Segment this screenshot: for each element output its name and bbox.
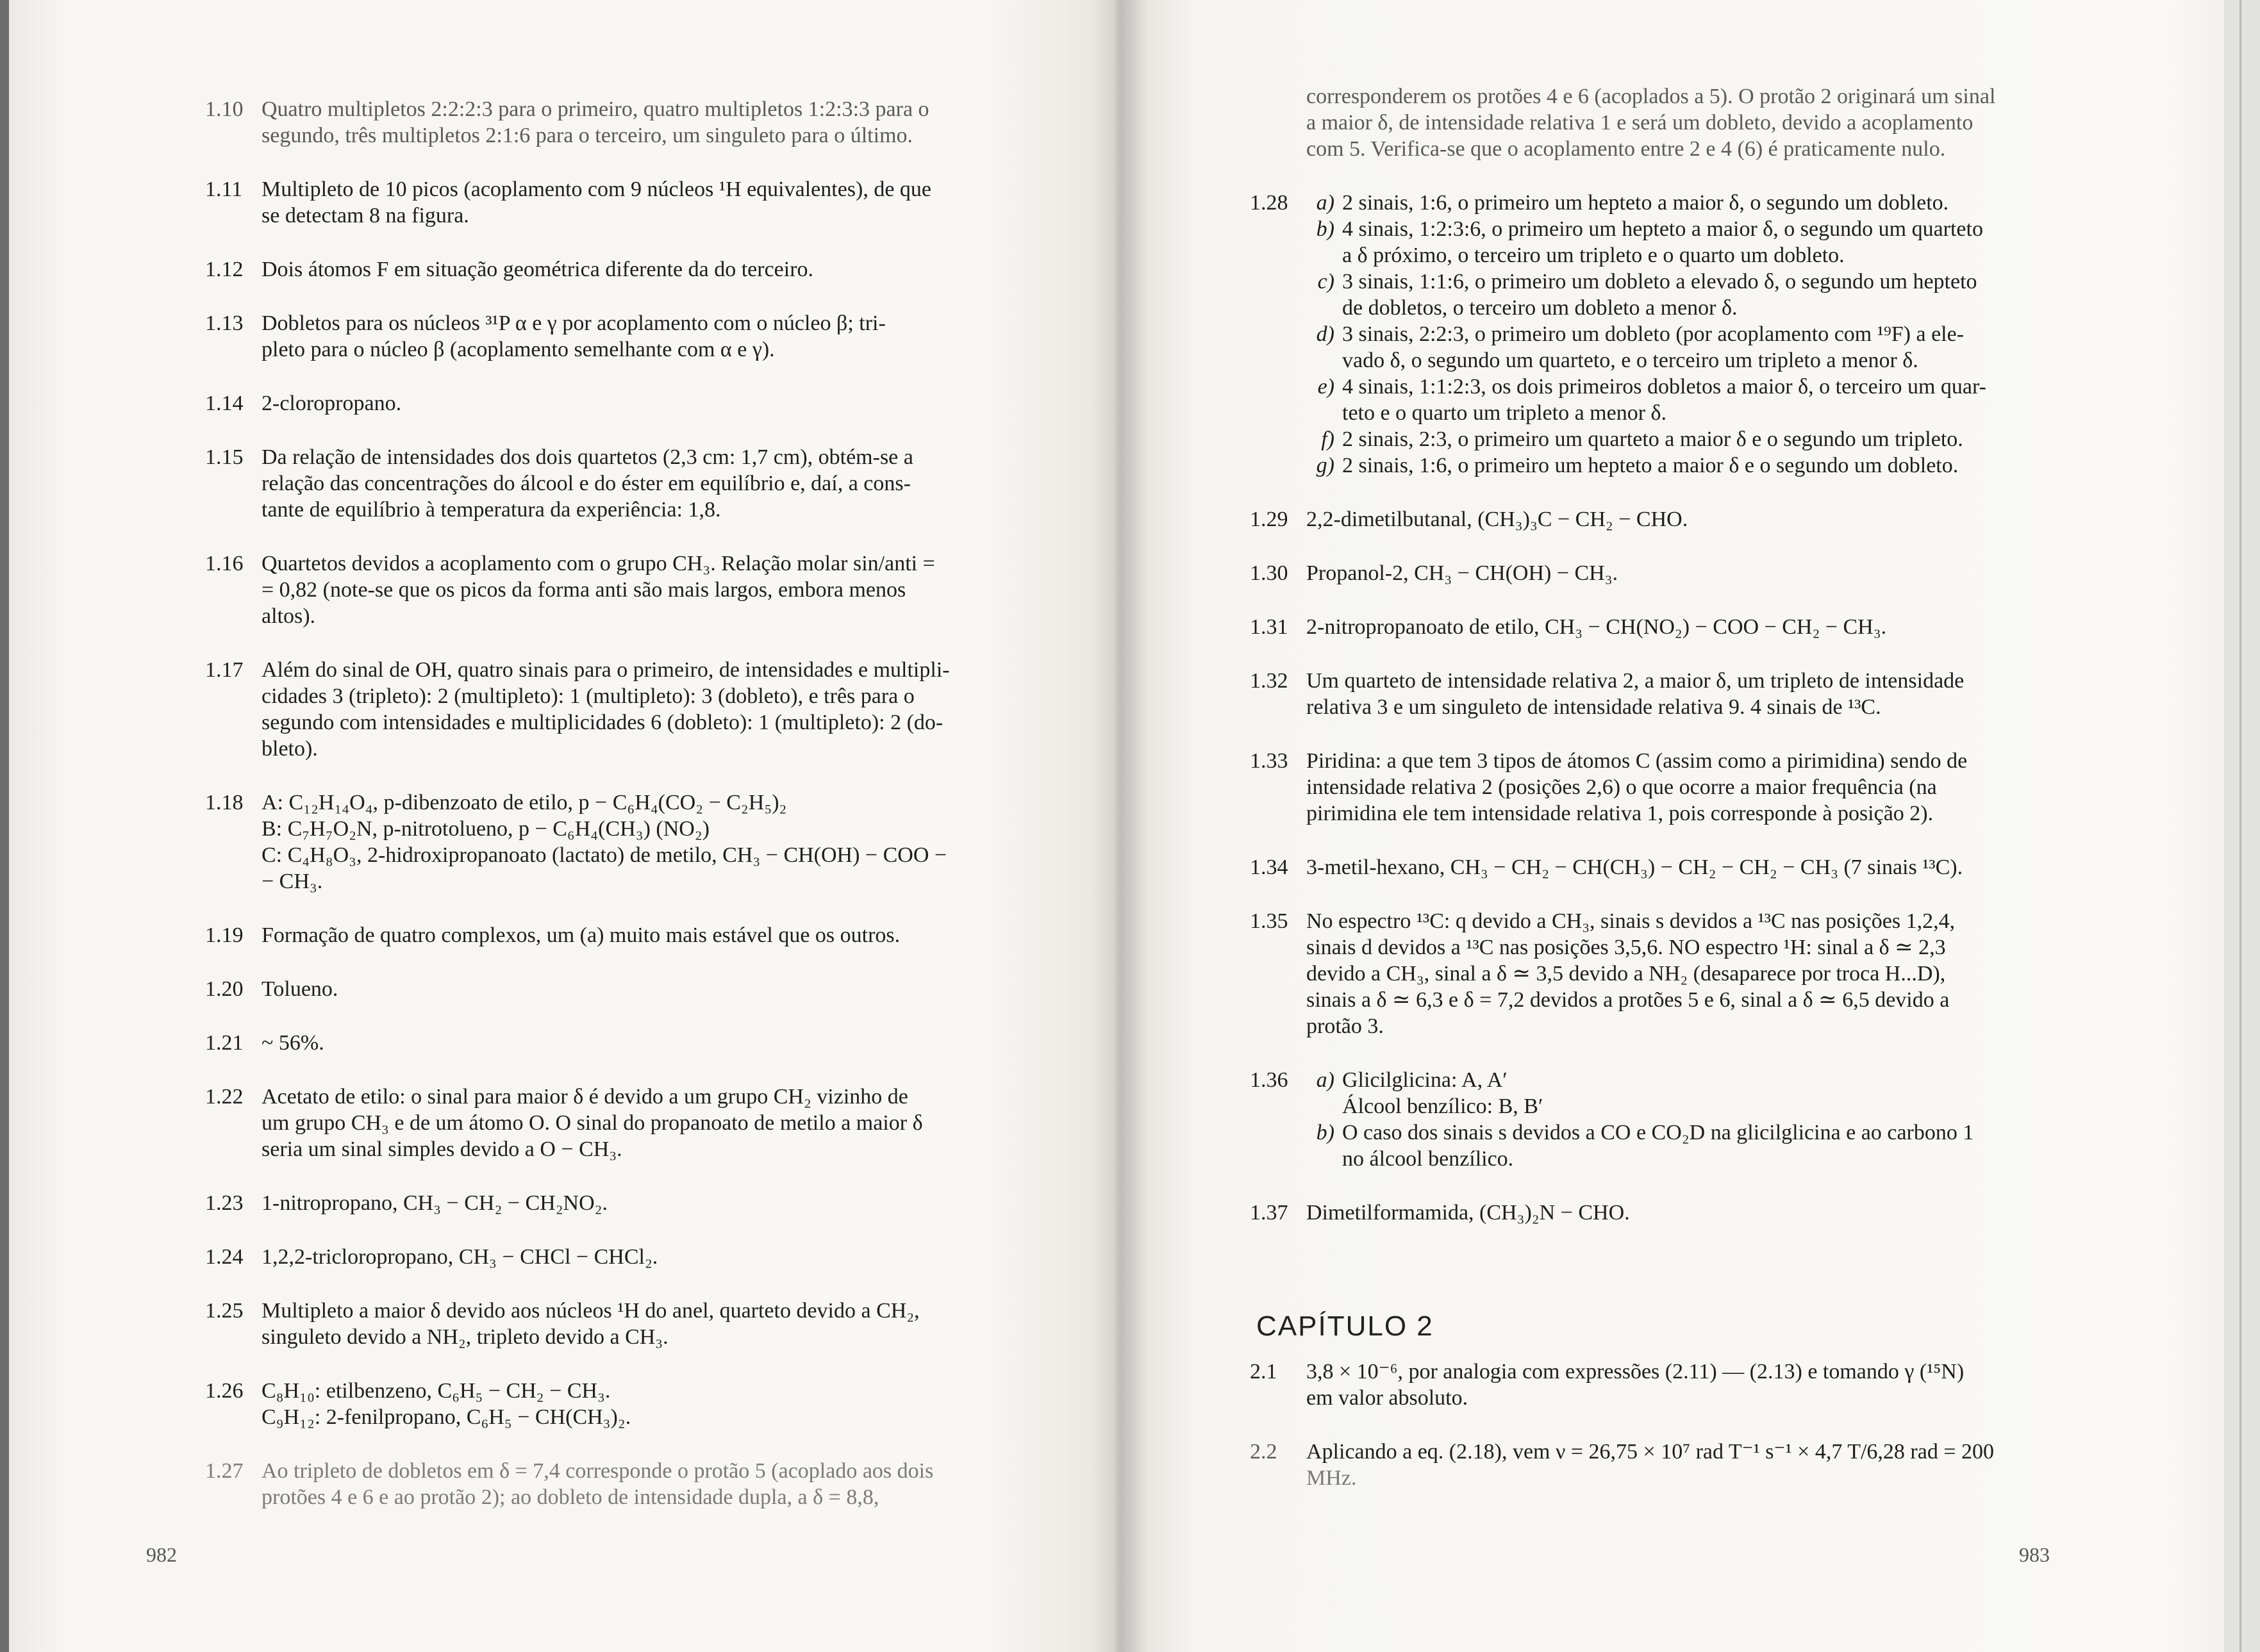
- entry-text: [1306, 854, 2070, 880]
- sub-item: [1306, 216, 2070, 268]
- answer-entry: [205, 1030, 1026, 1056]
- answer-entry: [205, 1378, 1026, 1430]
- entry-text: [1306, 1200, 2070, 1226]
- entry-number: 1.10: [205, 97, 244, 121]
- text-line: a maior δ, de intensidade relativa 1 e será um dobleto, devido a acoplamento: [1306, 111, 1973, 135]
- entry-number: 1.32: [1250, 669, 1288, 693]
- text-line: No espectro ¹³C: q devido a CH₃, sinais s devidos a ¹³C nas posições 1,2,4,: [1306, 909, 1956, 933]
- text-line: Um quarteto de intensidade relativa 2, a maior δ, um tripleto de intensidade: [1306, 669, 1965, 693]
- text-line: Quartetos devidos a acoplamento com o grupo CH₃. Relação molar sin/anti =: [262, 552, 935, 575]
- text-line: C: C₄H₈O₃, 2-hidroxipropanoato (lactato) de metilo, CH₃ − CH(OH) − COO −: [262, 843, 947, 867]
- sub-text: [1342, 268, 2070, 321]
- text-line: Da relação de intensidades dos dois quartetos (2,3 cm: 1,7 cm), obtém-se a: [262, 445, 913, 469]
- answer-entry: [205, 976, 1026, 1002]
- answer-entry: [205, 550, 1026, 629]
- text-line: 3,8 × 10⁻⁶, por analogia com expressões (2.11) — (2.13) e tomando γ (¹⁵N): [1306, 1360, 1965, 1384]
- text-line: no álcool benzílico.: [1342, 1147, 1514, 1171]
- answer-entry: [1250, 1439, 2070, 1491]
- text-line: sinais a δ ≃ 6,3 e δ = 7,2 devidos a protões 5 e 6, sinal a δ ≃ 6,5 devido a: [1306, 988, 1950, 1012]
- answer-entry: [205, 789, 1026, 895]
- entry-text: [1306, 748, 2070, 827]
- entry-number: 1.14: [205, 392, 244, 415]
- sub-text: [1342, 216, 2070, 268]
- entry-text: [262, 310, 1026, 363]
- entry-subitems: [1306, 190, 2070, 479]
- chapter-heading: CAPÍTULO 2: [1256, 1310, 1434, 1342]
- entry-number: 1.29: [1250, 508, 1288, 531]
- answer-entry: [205, 1244, 1026, 1270]
- text-line: − CH₃.: [262, 870, 323, 893]
- entry-number: 1.12: [205, 258, 244, 281]
- text-line: devido a CH₃, sinal a δ ≃ 3,5 devido a NH₂ (desaparece por troca H...D),: [1306, 962, 1946, 986]
- entry-text: [262, 1378, 1026, 1430]
- answer-entry: [205, 390, 1026, 417]
- entry-text: [262, 1084, 1026, 1162]
- sub-label: b): [1316, 1121, 1334, 1144]
- text-line: se detectam 8 na figura.: [262, 204, 469, 227]
- text-line: Multipleto de 10 picos (acoplamento com 9 núcleos ¹H equivalentes), de que: [262, 178, 932, 201]
- entry-text: [262, 1298, 1026, 1350]
- scan-edge-line: [2239, 0, 2241, 1652]
- entry-text: [262, 444, 1026, 523]
- sub-text: [1342, 452, 2070, 479]
- answer-entry: [1250, 1200, 2070, 1226]
- answer-entry: [1250, 1067, 2070, 1172]
- text-line: Propanol-2, CH₃ − CH(OH) − CH₃.: [1306, 561, 1618, 585]
- entry-number: 1.35: [1250, 909, 1288, 933]
- entry-text: [1306, 506, 2070, 533]
- text-line: bleto).: [262, 737, 318, 761]
- text-line: 3-metil-hexano, CH₃ − CH₂ − CH(CH₃) − CH₂ − CH₂ − CH₃ (7 sinais ¹³C).: [1306, 855, 1963, 879]
- entry-text: [1306, 1359, 2070, 1411]
- entry-number: 2.2: [1250, 1440, 1277, 1464]
- text-line: 3 sinais, 1:1:6, o primeiro um dobleto a elevado δ, o segundo um hepteto: [1342, 270, 1977, 293]
- text-line: 1,2,2-tricloropropano, CH₃ − CHCl − CHCl₂.: [262, 1245, 658, 1269]
- text-line: segundo com intensidades e multiplicidades 6 (dobleto): 1 (multipleto): 2 (do-: [262, 711, 943, 734]
- text-line: 2 sinais, 1:6, o primeiro um hepteto a maior δ, o segundo um dobleto.: [1342, 191, 1949, 215]
- text-line: 4 sinais, 1:1:2:3, os dois primeiros dobletos a maior δ, o terceiro um quar-: [1342, 375, 1986, 399]
- text-line: A: C₁₂H₁₄O₄, p-dibenzoato de etilo, p − C₆H₄(CO₂ − C₂H₅)₂: [262, 791, 787, 814]
- entry-text: [262, 1190, 1026, 1216]
- text-line: tante de equilíbrio à temperatura da experiência: 1,8.: [262, 498, 721, 522]
- entry-text: [262, 1458, 1026, 1510]
- text-line: 2,2-dimetilbutanal, (CH₃)₃C − CH₂ − CHO.: [1306, 508, 1688, 531]
- sub-label: f): [1321, 427, 1334, 451]
- text-line: de dobletos, o terceiro um dobleto a menor δ.: [1342, 296, 1738, 320]
- text-line: 2-cloropropano.: [262, 392, 402, 415]
- entry-subitems: [1306, 1067, 2070, 1172]
- sub-label: a): [1316, 1068, 1334, 1092]
- sub-label: d): [1316, 322, 1334, 346]
- page-number-right: 983: [2019, 1543, 2050, 1566]
- text-line: Álcool benzílico: B, B′: [1342, 1094, 1543, 1118]
- sub-text: [1342, 321, 2070, 374]
- answer-entry: [205, 1458, 1026, 1510]
- sub-item: [1306, 426, 2070, 452]
- answer-entry: [1250, 1359, 2070, 1411]
- answer-entry: [205, 176, 1026, 229]
- entry-number: 1.15: [205, 445, 244, 469]
- entry-number: 1.25: [205, 1299, 244, 1323]
- sub-item: [1306, 452, 2070, 479]
- answer-entry: [1250, 614, 2070, 640]
- text-line: protão 3.: [1306, 1014, 1384, 1038]
- chapter-2-answers: [1250, 1359, 2070, 1519]
- text-line: intensidade relativa 2 (posições 2,6) o que ocorre a maior frequência (na: [1306, 775, 1937, 799]
- entry-text: [1306, 614, 2070, 640]
- answer-entry: [205, 922, 1026, 948]
- text-line: 3 sinais, 2:2:3, o primeiro um dobleto (por acoplamento com ¹⁹F) a ele-: [1342, 322, 1965, 346]
- text-line: vado δ, o segundo um quarteto, e o terceiro um tripleto a menor δ.: [1342, 349, 1918, 372]
- text-line: ~ 56%.: [262, 1031, 324, 1055]
- text-line: C₉H₁₂: 2-fenilpropano, C₆H₅ − CH(CH₃)₂.: [262, 1405, 631, 1429]
- entry-text: [262, 657, 1026, 762]
- entry-number: 1.26: [205, 1379, 244, 1403]
- answer-entry: [1250, 190, 2070, 479]
- text-line: 2 sinais, 2:3, o primeiro um quarteto a maior δ e o segundo um tripleto.: [1342, 427, 1963, 451]
- sub-text: [1342, 190, 2070, 216]
- sub-text: [1342, 1067, 2070, 1119]
- text-line: Dobletos para os núcleos ³¹P α e γ por acoplamento com o núcleo β; tri-: [262, 311, 886, 335]
- text-line: Aplicando a eq. (2.18), vem ν = 26,75 × 10⁷ rad T⁻¹ s⁻¹ × 4,7 T/6,28 rad = 200: [1306, 1440, 1995, 1464]
- text-line: Quatro multipletos 2:2:2:3 para o primeiro, quatro multipletos 1:2:3:3 para o: [262, 97, 929, 121]
- entry-text: [262, 256, 1026, 283]
- text-line: Dois átomos F em situação geométrica diferente da do terceiro.: [262, 258, 814, 281]
- text-line: seria um sinal simples devido a O − CH₃.: [262, 1137, 622, 1161]
- scan-edge-left: [0, 0, 9, 1652]
- text-line: cidades 3 (tripleto): 2 (multipleto): 1 (multipleto): 3 (dobleto), e três para o: [262, 684, 915, 708]
- text-line: Tolueno.: [262, 977, 338, 1001]
- text-line: segundo, três multipletos 2:1:6 para o terceiro, um singuleto para o último.: [262, 124, 913, 147]
- sub-label: c): [1317, 270, 1334, 293]
- text-line: O caso dos sinais s devidos a CO e CO₂D na glicilglicina e ao carbono 1: [1342, 1121, 1974, 1144]
- entry-text: [262, 550, 1026, 629]
- continuation-paragraph: [1250, 83, 2070, 162]
- entry-number: 1.28: [1250, 191, 1288, 215]
- sub-label: a): [1316, 191, 1334, 215]
- entry-text: [262, 390, 1026, 417]
- entry-number-spacer: [1250, 83, 1306, 162]
- sub-text: [1342, 374, 2070, 426]
- sub-label: g): [1316, 454, 1334, 477]
- text-line: pirimidina ele tem intensidade relativa 1, pois corresponde à posição 2).: [1306, 802, 1934, 825]
- entry-number: 1.33: [1250, 749, 1288, 773]
- entry-text: [262, 1244, 1026, 1270]
- text-line: Ao tripleto de dobletos em δ = 7,4 corresponde o protão 5 (acoplado aos dois: [262, 1459, 934, 1483]
- answer-entry: [205, 96, 1026, 149]
- sub-item: [1306, 1119, 2070, 1172]
- entry-number: 1.16: [205, 552, 244, 575]
- text-line: um grupo CH₃ e de um átomo O. O sinal do propanoato de metilo a maior δ: [262, 1111, 923, 1135]
- entry-number: 1.27: [205, 1459, 244, 1483]
- text-line: Formação de quatro complexos, um (a) muito mais estável que os outros.: [262, 923, 901, 947]
- answer-entry: [1250, 560, 2070, 586]
- entry-number: 1.36: [1250, 1068, 1288, 1092]
- entry-text: [262, 976, 1026, 1002]
- text-line: teto e o quarto um tripleto a menor δ.: [1342, 401, 1667, 425]
- entry-text: [1306, 908, 2070, 1039]
- answer-entry: [205, 310, 1026, 363]
- entry-text: [262, 176, 1026, 229]
- answer-entry: [205, 657, 1026, 762]
- entry-text: [1306, 560, 2070, 586]
- entry-number: 1.31: [1250, 615, 1288, 639]
- sub-text: [1342, 426, 2070, 452]
- entry-number: 1.37: [1250, 1201, 1288, 1225]
- text-line: com 5. Verifica-se que o acoplamento entre 2 e 4 (6) é praticamente nulo.: [1306, 137, 1946, 161]
- entry-number: 1.21: [205, 1031, 244, 1055]
- text-line: MHz.: [1306, 1466, 1357, 1490]
- sub-item: [1306, 321, 2070, 374]
- sub-text: [1342, 1119, 2070, 1172]
- entry-text: [262, 922, 1026, 948]
- answer-entry: [205, 256, 1026, 283]
- text-line: relativa 3 e um singuleto de intensidade relativa 9. 4 sinais de ¹³C.: [1306, 695, 1881, 719]
- answer-entry: [205, 1084, 1026, 1162]
- text-line: altos).: [262, 604, 316, 628]
- entry-text: [262, 789, 1026, 895]
- sub-item: [1306, 1067, 2070, 1119]
- answer-entry: [205, 1298, 1026, 1350]
- entry-number: 1.22: [205, 1085, 244, 1109]
- entry-text: [1306, 1439, 2070, 1491]
- text-line: 2-nitropropanoato de etilo, CH₃ − CH(NO₂) − COO − CH₂ − CH₃.: [1306, 615, 1887, 639]
- entry-number: 1.24: [205, 1245, 244, 1269]
- text-line: relação das concentrações do álcool e do éster em equilíbrio e, daí, a cons-: [262, 472, 911, 495]
- entry-number: 1.18: [205, 791, 244, 814]
- text-line: Glicilglicina: A, A′: [1342, 1068, 1508, 1092]
- answer-entry: [1250, 748, 2070, 827]
- text-line: em valor absoluto.: [1306, 1386, 1468, 1410]
- entry-text: [1306, 83, 2070, 162]
- entry-number: 1.17: [205, 658, 244, 682]
- text-line: = 0,82 (note-se que os picos da forma anti são mais largos, embora menos: [262, 578, 906, 602]
- answer-entry: [1250, 908, 2070, 1039]
- text-line: Além do sinal de OH, quatro sinais para o primeiro, de intensidades e multipli-: [262, 658, 950, 682]
- entry-number: 1.34: [1250, 855, 1288, 879]
- text-line: C₈H₁₀: etilbenzeno, C₆H₅ − CH₂ − CH₃.: [262, 1379, 611, 1403]
- answer-entry: [1250, 854, 2070, 880]
- entry-number: 1.19: [205, 923, 244, 947]
- entry-number: 1.11: [205, 178, 243, 201]
- left-answers-column: [205, 96, 1026, 1538]
- text-line: a δ próximo, o terceiro um tripleto e o quarto um dobleto.: [1342, 244, 1845, 267]
- text-line: Acetato de etilo: o sinal para maior δ é devido a um grupo CH₂ vizinho de: [262, 1085, 908, 1109]
- answer-entry: [205, 1190, 1026, 1216]
- text-line: B: C₇H₇O₂N, p-nitrotolueno, p − C₆H₄(CH₃) (NO₂): [262, 817, 710, 841]
- entry-number: 2.1: [1250, 1360, 1277, 1384]
- entry-number: 1.23: [205, 1191, 244, 1215]
- entry-text: [262, 1030, 1026, 1056]
- sub-label: e): [1317, 375, 1334, 399]
- text-line: protões 4 e 6 e ao protão 2); ao dobleto de intensidade dupla, a δ = 8,8,: [262, 1485, 879, 1509]
- answer-entry: [1250, 668, 2070, 720]
- sub-label: b): [1316, 217, 1334, 241]
- entry-number: 1.13: [205, 311, 244, 335]
- text-line: pleto para o núcleo β (acoplamento semelhante com α e γ).: [262, 338, 775, 361]
- entry-text: [1306, 668, 2070, 720]
- text-line: singuleto devido a NH₂, tripleto devido a CH₃.: [262, 1325, 669, 1349]
- scan-edge-right: [2224, 0, 2260, 1652]
- text-line: 1-nitropropano, CH₃ − CH₂ − CH₂NO₂.: [262, 1191, 608, 1215]
- text-line: Multipleto a maior δ devido aos núcleos ¹H do anel, quarteto devido a CH₂,: [262, 1299, 920, 1323]
- text-line: sinais d devidos a ¹³C nas posições 3,5,6. NO espectro ¹H: sinal a δ ≃ 2,3: [1306, 936, 1946, 959]
- text-line: Dimetilformamida, (CH₃)₂N − CHO.: [1306, 1201, 1630, 1225]
- book-gutter: [1090, 0, 1147, 1652]
- right-answers-column: [1250, 83, 2070, 1253]
- entry-text: [262, 96, 1026, 149]
- sub-item: [1306, 190, 2070, 216]
- page-number-left: 982: [146, 1543, 177, 1566]
- sub-item: [1306, 374, 2070, 426]
- entry-number: 1.30: [1250, 561, 1288, 585]
- text-line: 2 sinais, 1:6, o primeiro um hepteto a maior δ e o segundo um dobleto.: [1342, 454, 1959, 477]
- entry-number: 1.20: [205, 977, 244, 1001]
- answer-entry: [1250, 506, 2070, 533]
- sub-item: [1306, 268, 2070, 321]
- text-line: Piridina: a que tem 3 tipos de átomos C (assim como a pirimidina) sendo de: [1306, 749, 1968, 773]
- answer-entry: [205, 444, 1026, 523]
- text-line: corresponderem os protões 4 e 6 (acoplados a 5). O protão 2 originará um sinal: [1306, 85, 1996, 108]
- text-line: 4 sinais, 1:2:3:6, o primeiro um hepteto a maior δ, o segundo um quarteto: [1342, 217, 1983, 241]
